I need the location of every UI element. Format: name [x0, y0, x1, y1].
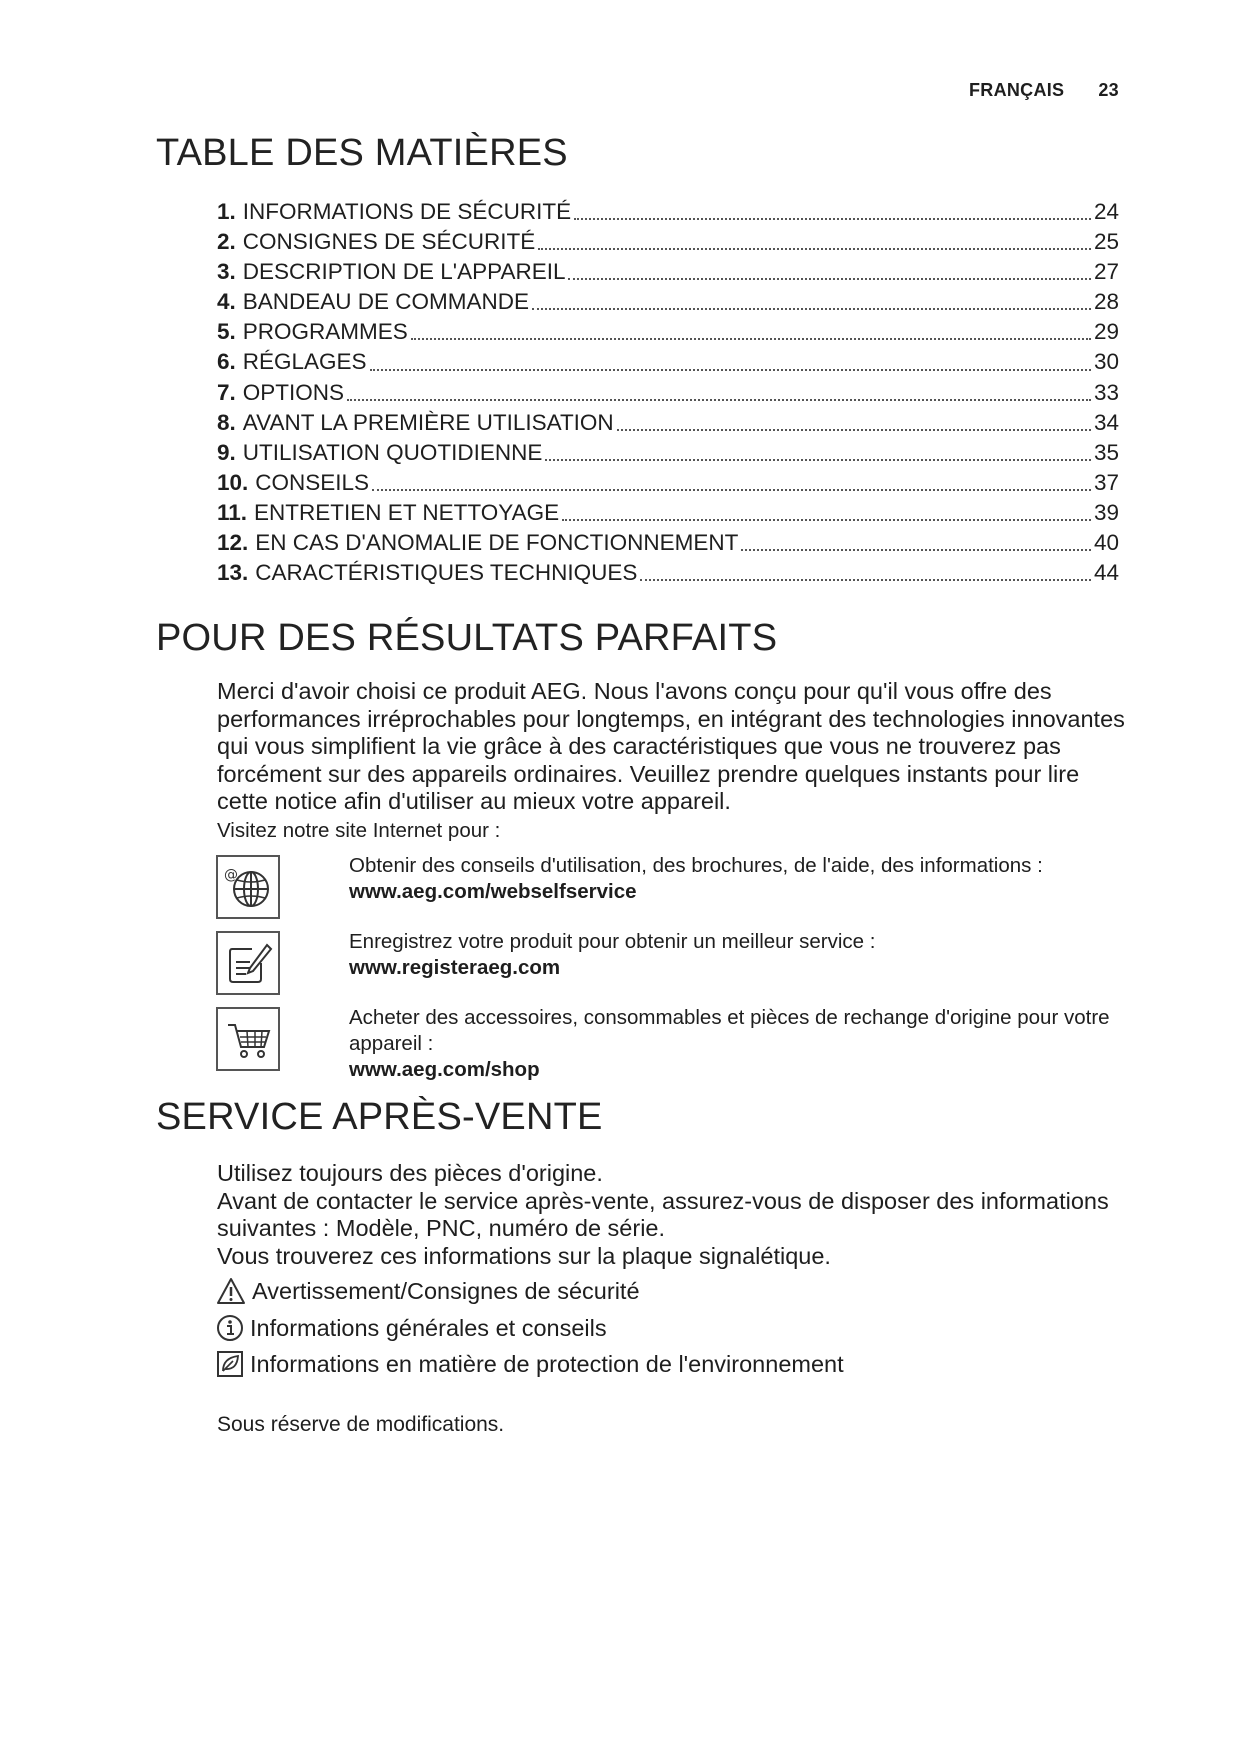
- toc-entry[interactable]: [217, 197, 1119, 227]
- service-line: Avant de contacter le service après-vente, assurez-vous de disposer des informations suivantes : Modèle, PNC, numéro de série.: [217, 1187, 1109, 1242]
- toc-label: BANDEAU DE COMMANDE: [242, 289, 530, 315]
- page-header: [969, 80, 1119, 101]
- toc-number: 10.: [217, 469, 249, 495]
- toc-leader: [538, 248, 1091, 250]
- toc-number: 5.: [217, 319, 236, 345]
- toc-label: DESCRIPTION DE L'APPAREIL: [242, 259, 566, 285]
- globe-icon: [216, 855, 280, 919]
- toc-page: 25: [1093, 229, 1119, 255]
- toc-leader: [568, 278, 1090, 280]
- toc-entry[interactable]: [217, 498, 1119, 528]
- legend-warning: [216, 1277, 640, 1305]
- toc-label: CARACTÉRISTIQUES TECHNIQUES: [255, 560, 638, 586]
- toc-entry[interactable]: [217, 438, 1119, 468]
- legend-text: Informations générales et conseils: [250, 1314, 607, 1341]
- toc-number: 3.: [217, 259, 236, 285]
- link-description: Acheter des accessoires, consommables et pièces de rechange d'origine pour votre appareil :: [349, 1006, 1110, 1055]
- webselfservice-link[interactable]: www.aeg.com/webselfservice: [349, 880, 637, 903]
- toc-entry[interactable]: [217, 468, 1119, 498]
- toc-number: 12.: [217, 530, 249, 556]
- toc-page: 30: [1093, 349, 1119, 375]
- toc-number: 13.: [217, 560, 249, 586]
- link-description: Enregistrez votre produit pour obtenir un meilleur service :: [349, 930, 876, 953]
- toc-leader: [545, 459, 1091, 461]
- toc-leader: [562, 519, 1091, 521]
- toc-number: 11.: [217, 499, 248, 525]
- toc-label: RÉGLAGES: [242, 349, 367, 375]
- register-icon: [216, 931, 280, 995]
- svg-text:@: @: [224, 867, 238, 883]
- register-link[interactable]: www.registeraeg.com: [349, 956, 561, 979]
- toc-leader: [617, 429, 1091, 431]
- toc-page: 33: [1093, 379, 1119, 405]
- toc-label: AVANT LA PREMIÈRE UTILISATION: [242, 409, 614, 435]
- toc-number: 2.: [217, 229, 236, 255]
- toc-page: 40: [1093, 530, 1119, 556]
- toc-number: 9.: [217, 439, 236, 465]
- service-line: Utilisez toujours des pièces d'origine.: [217, 1160, 603, 1186]
- toc-page: 24: [1093, 199, 1119, 224]
- toc-label: OPTIONS: [242, 379, 345, 405]
- legend-info: [216, 1314, 607, 1342]
- toc-leader: [411, 338, 1091, 340]
- service-line: Vous trouverez ces informations sur la plaque signalétique.: [217, 1243, 831, 1270]
- toc-leader: [640, 579, 1091, 581]
- toc-number: 6.: [217, 349, 236, 375]
- service-paragraph: [217, 1160, 1127, 1271]
- toc-label: ENTRETIEN ET NETTOYAGE: [254, 499, 560, 525]
- toc-leader: [372, 489, 1091, 491]
- legend-text: Avertissement/Consignes de sécurité: [252, 1277, 640, 1304]
- toc-page: 29: [1093, 319, 1119, 345]
- toc-leader: [347, 399, 1091, 401]
- toc-entry[interactable]: [217, 558, 1119, 588]
- toc-entry[interactable]: [217, 227, 1119, 257]
- toc-number: 8.: [217, 409, 236, 435]
- environment-icon: [216, 1350, 244, 1378]
- toc-leader: [741, 549, 1091, 551]
- intro-paragraph: Merci d'avoir choisi ce produit AEG. Nous l'avons conçu pour qu'il vous offre des performances irréprochables pour longtemps, en intégrant des technologies innovantes qui vous simplifient la vie grâce à des caractéristiques que vous ne trouverez pas forcément sur des appareils ordinaires. Veuillez prendre quelques instants pour lire cette notice afin d'utiliser au mieux votre appareil.: [217, 678, 1125, 814]
- warning-icon: [216, 1277, 246, 1305]
- visit-label: Visitez notre site Internet pour :: [217, 819, 501, 842]
- toc-page: 27: [1093, 259, 1119, 285]
- toc-number: 1.: [217, 199, 236, 224]
- toc-label: INFORMATIONS DE SÉCURITÉ: [242, 199, 572, 224]
- toc-label: EN CAS D'ANOMALIE DE FONCTIONNEMENT: [255, 530, 739, 556]
- toc-entry[interactable]: [217, 378, 1119, 408]
- toc-title: TABLE DES MATIÈRES: [156, 132, 568, 174]
- shop-link[interactable]: www.aeg.com/shop: [349, 1058, 540, 1081]
- toc-label: CONSIGNES DE SÉCURITÉ: [242, 229, 536, 255]
- toc-label: CONSEILS: [255, 469, 370, 495]
- toc-entry[interactable]: [217, 408, 1119, 438]
- toc-page: 37: [1093, 469, 1119, 495]
- legend-text: Informations en matière de protection de l'environnement: [250, 1350, 844, 1377]
- toc-entry[interactable]: [217, 347, 1119, 377]
- toc-number: 7.: [217, 379, 236, 405]
- toc-number: 4.: [217, 289, 236, 315]
- cart-icon: [216, 1007, 280, 1071]
- link-description: Obtenir des conseils d'utilisation, des brochures, de l'aide, des informations :: [349, 854, 1043, 877]
- toc-label: UTILISATION QUOTIDIENNE: [242, 439, 543, 465]
- toc-page: 39: [1093, 499, 1119, 525]
- toc-leader: [574, 218, 1091, 220]
- language-label: FRANÇAIS: [968, 80, 1065, 100]
- toc-leader: [532, 308, 1091, 310]
- info-icon: [216, 1314, 244, 1342]
- toc-entry[interactable]: [217, 317, 1119, 347]
- toc-entry[interactable]: [217, 257, 1119, 287]
- toc-entry[interactable]: [217, 528, 1119, 558]
- page-number: 23: [1098, 80, 1119, 100]
- results-title: POUR DES RÉSULTATS PARFAITS: [156, 617, 778, 659]
- footnote: Sous réserve de modifications.: [217, 1413, 505, 1436]
- toc-entry[interactable]: [217, 287, 1119, 317]
- toc-page: 35: [1093, 439, 1119, 465]
- toc-page: 34: [1093, 409, 1119, 435]
- table-of-contents: [217, 197, 1119, 588]
- toc-page: 28: [1093, 289, 1119, 315]
- toc-page: 44: [1093, 560, 1119, 586]
- legend-environment: [216, 1350, 844, 1378]
- toc-label: PROGRAMMES: [242, 319, 408, 345]
- toc-leader: [370, 369, 1091, 371]
- service-title: SERVICE APRÈS-VENTE: [156, 1096, 603, 1138]
